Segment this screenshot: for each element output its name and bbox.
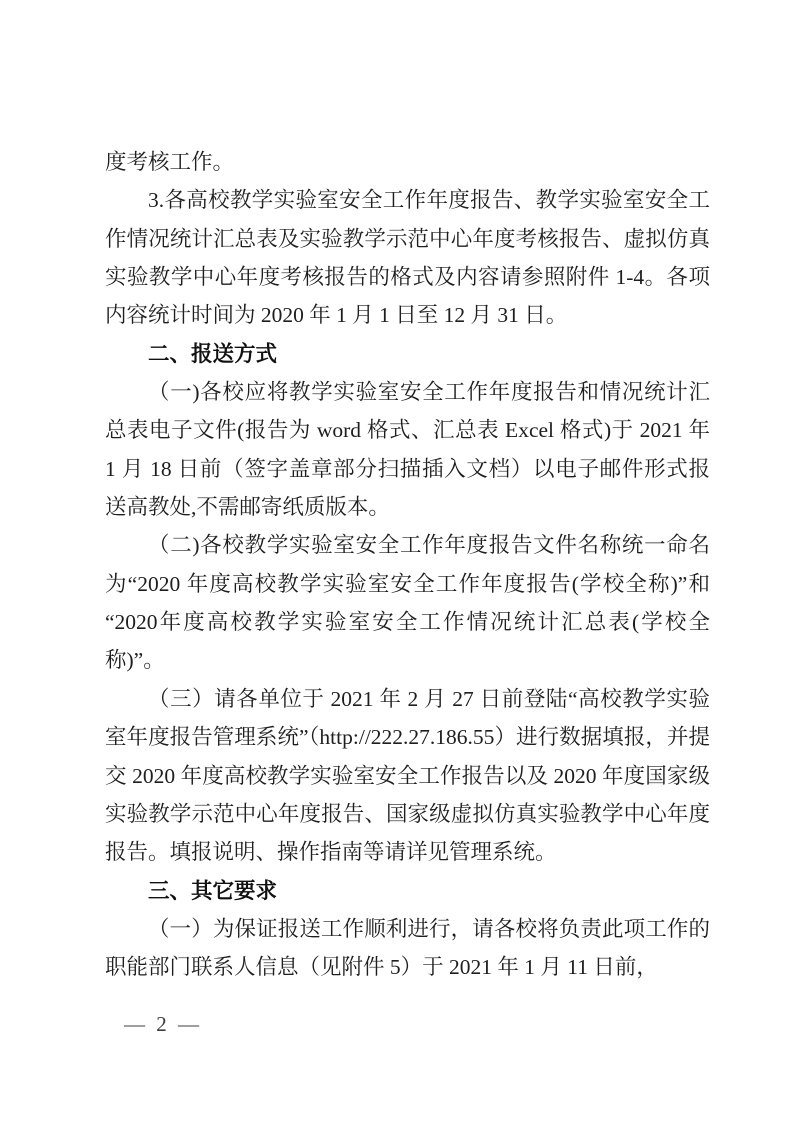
page-number: — 2 — [124, 1012, 202, 1036]
paragraph: （二)各校教学实验室安全工作年度报告文件名称统一命名为“2020 年度高校教学实验室安全工作年度报告(学校全称)”和“2020年度高校教学实验室安全工作情况统计汇总表(学校全称)”。 [105, 533, 710, 673]
paragraph: （一)各校应将教学实验室安全工作年度报告和情况统计汇总表电子文件(报告为 word 格式、汇总表 Excel 格式)于 2021 年 1 月 18 日前（签字盖章部分扫描插入文档）以电子邮件形式报送高教处,不需邮寄纸质版本。 [105, 380, 710, 520]
section-heading: 三、其它要求 [148, 878, 278, 903]
document-body [105, 143, 710, 987]
paragraph: （一）为保证报送工作顺利进行，请各校将负责此项工作的职能部门联系人信息（见附件 5）于 2021 年 1 月 11 日前， [105, 916, 710, 980]
paragraph: （三）请各单位于 2021 年 2 月 27 日前登陆“高校教学实验室年度报告管理系统”（http://222.27.186.55）进行数据填报，并提交 2020 年度高校教学实验室安全工作报告以及 2020 年度国家级实验教学示范中心年度报告、国家级虚拟仿真实验教学中心年度报告。填报说明、操作指南等请详见管理系统。 [105, 686, 710, 865]
section-heading: 二、报送方式 [148, 341, 278, 366]
paragraph: 度考核工作。 [105, 150, 235, 174]
paragraph: 3.各高校教学实验室安全工作年度报告、教学实验室安全工作情况统计汇总表及实验教学示范中心年度考核报告、虚拟仿真实验教学中心年度考核报告的格式及内容请参照附件 1-4。各项内容统计时间为 2020 年 1 月 1 日至 12 月 31 日。 [105, 188, 710, 328]
